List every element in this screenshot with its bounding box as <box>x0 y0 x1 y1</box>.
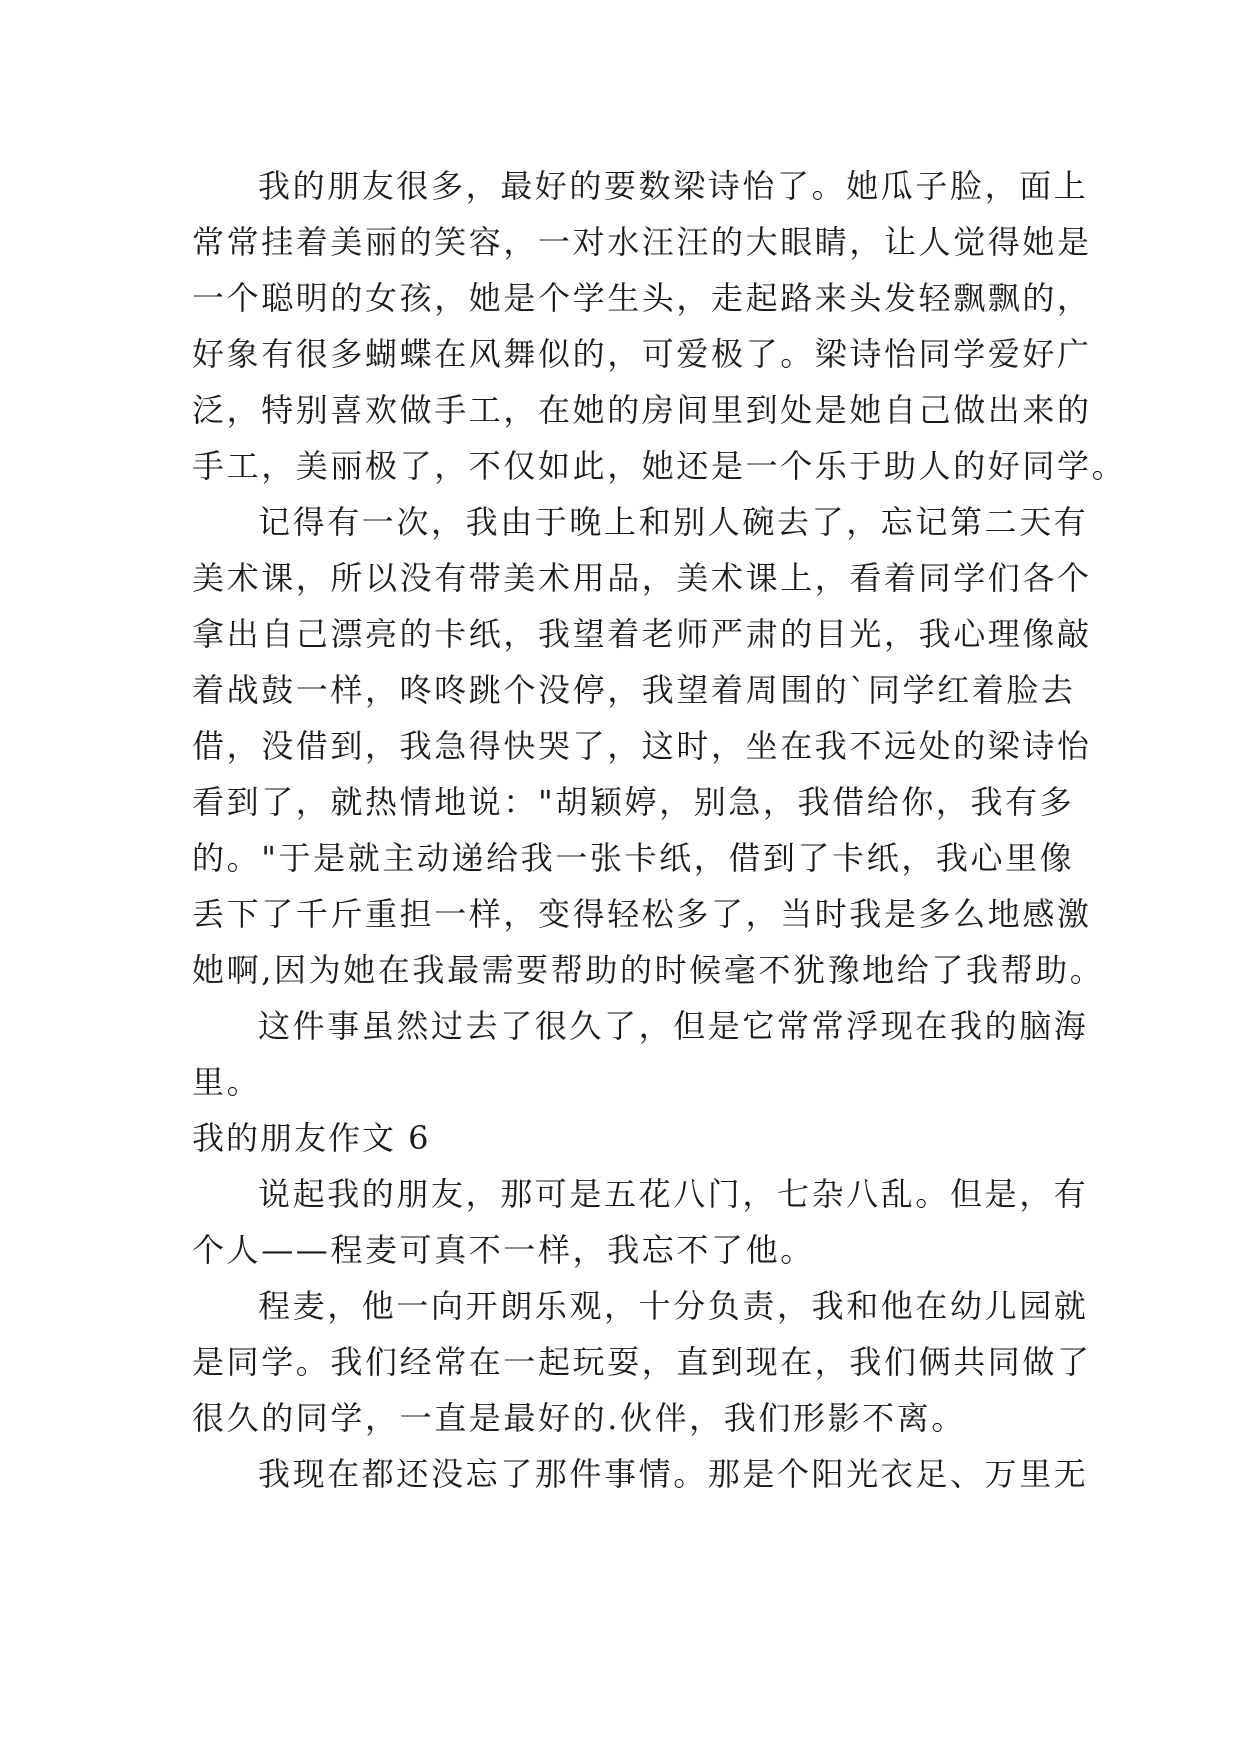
paragraph-line: 泛，特别喜欢做手工，在她的房间里到处是她自己做出来的 <box>192 391 1092 429</box>
paragraph-line: 一个聪明的女孩，她是个学生头，走起路来头发轻飘飘的， <box>192 279 1092 317</box>
paragraph-line: 的。"于是就主动递给我一张卡纸，借到了卡纸，我心里像 <box>192 839 1075 877</box>
paragraph-line: 手工，美丽极了，不仅如此，她还是一个乐于助人的好同学。 <box>192 447 1127 485</box>
paragraph-line: 是同学。我们经常在一起玩耍，直到现在，我们俩共同做了 <box>192 1343 1092 1381</box>
paragraph-line: 很久的同学，一直是最好的.伙伴，我们形影不离。 <box>192 1399 966 1437</box>
paragraph-line: 程麦，他一向开朗乐观，十分负责，我和他在幼儿园就 <box>258 1287 1089 1325</box>
paragraph-line: 着战鼓一样，咚咚跳个没停，我望着周围的`同学红着脸去 <box>192 671 1076 709</box>
paragraph-line: 我现在都还没忘了那件事情。那是个阳光衣足、万里无 <box>258 1455 1089 1493</box>
paragraph-line: 里。 <box>192 1063 262 1101</box>
paragraph-line: 丢下了千斤重担一样，变得轻松多了，当时我是多么地感激 <box>192 895 1092 933</box>
paragraph-line: 好象有很多蝴蝶在风舞似的，可爱极了。梁诗怡同学爱好广 <box>192 335 1092 373</box>
paragraph-line: 看到了，就热情地说："胡颖婷，别急，我借给你，我有多 <box>192 783 1075 821</box>
paragraph-line: 美术课，所以没有带美术用品，美术课上，看着同学们各个 <box>192 559 1092 597</box>
paragraph-line: 借，没借到，我急得快哭了，这时，坐在我不远处的梁诗怡 <box>192 727 1092 765</box>
essay-body <box>192 158 1127 1502</box>
paragraph-line: 常常挂着美丽的笑容，一对水汪汪的大眼睛，让人觉得她是 <box>192 223 1092 261</box>
paragraph-line: 个人——程麦可真不一样，我忘不了他。 <box>192 1231 815 1269</box>
section-heading: 我的朋友作文 6 <box>192 1119 431 1157</box>
paragraph-line: 拿出自己漂亮的卡纸，我望着老师严肃的目光，我心理像敲 <box>192 615 1092 653</box>
paragraph-line: 这件事虽然过去了很久了，但是它常常浮现在我的脑海 <box>258 1007 1089 1045</box>
paragraph-line: 记得有一次，我由于晚上和别人碗去了，忘记第二天有 <box>258 503 1089 541</box>
paragraph-line: 说起我的朋友，那可是五花八门，七杂八乱。但是，有 <box>258 1175 1089 1213</box>
paragraph-line: 我的朋友很多，最好的要数梁诗怡了。她瓜子脸，面上 <box>258 167 1089 205</box>
paragraph-line: 她啊,因为她在我最需要帮助的时候毫不犹豫地给了我帮助。 <box>192 951 1105 989</box>
